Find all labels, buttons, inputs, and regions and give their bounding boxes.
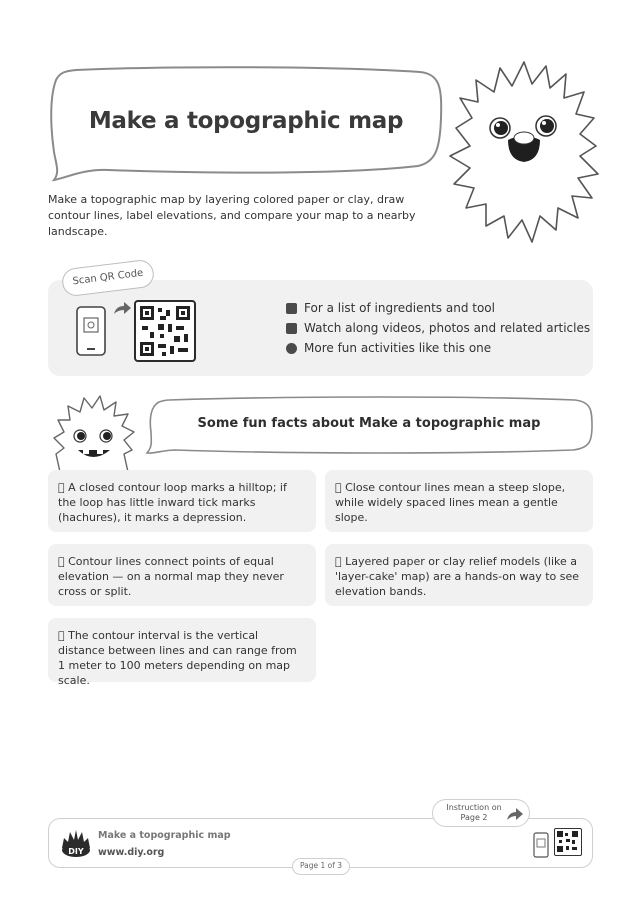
qr-code-small[interactable]	[554, 828, 582, 856]
list-item[interactable]: For a list of ingredients and tool	[286, 298, 590, 318]
arrow-right-icon	[506, 807, 524, 821]
footer-title: Make a topographic map	[98, 830, 231, 841]
play-icon	[286, 323, 297, 334]
smile-icon	[286, 343, 297, 354]
list-item[interactable]: More fun activities like this one	[286, 338, 590, 358]
scan-qr-label: Scan QR Code	[61, 258, 156, 297]
facts-heading: Some fun facts about Make a topographic map	[197, 416, 541, 431]
diy-logo[interactable]	[60, 826, 92, 858]
phone-icon	[533, 832, 549, 858]
page-number: Page 1 of 3	[292, 858, 350, 875]
qr-benefit-list	[286, 298, 590, 358]
fact-card:   Contour lines connect points of equal elevation — on a normal map they never cross or split.	[48, 544, 316, 606]
intro-text: Make a topographic map by layering colored paper or clay, draw contour lines, label elevations, and compare your map to a nearby landscape.	[48, 193, 416, 238]
arrow-right-icon	[112, 300, 132, 316]
facts-heading-bubble	[145, 396, 593, 454]
fact-card:   A closed contour loop marks a hilltop; if the loop has little inward tick marks (hachures), it marks a depression.	[48, 470, 316, 532]
fact-card:   The contour interval is the vertical distance between lines and can range from 1 meter to 100 meters depending on map scale.	[48, 618, 316, 682]
next-page-label: Instruction on Page 2	[446, 803, 502, 822]
list-icon	[286, 303, 297, 314]
qr-code-icon	[557, 831, 578, 852]
title-bubble	[48, 64, 444, 182]
mascot-illustration	[442, 58, 600, 254]
fact-card:   Close contour lines mean a steep slope, while widely spaced lines mean a gentle slope.	[325, 470, 593, 532]
page-title: Make a topographic map	[88, 108, 404, 134]
mascot-small-illustration	[50, 394, 136, 474]
qr-code[interactable]	[134, 300, 196, 362]
qr-code-icon	[140, 306, 190, 356]
fact-card:   Layered paper or clay relief models (like a 'layer-cake' map) are a hands-on way to see elevation bands.	[325, 544, 593, 606]
logo-text: DIY	[68, 847, 84, 856]
footer-url[interactable]: www.diy.org	[98, 847, 165, 858]
phone-icon	[76, 306, 106, 356]
list-item[interactable]: Watch along videos, photos and related articles	[286, 318, 590, 338]
